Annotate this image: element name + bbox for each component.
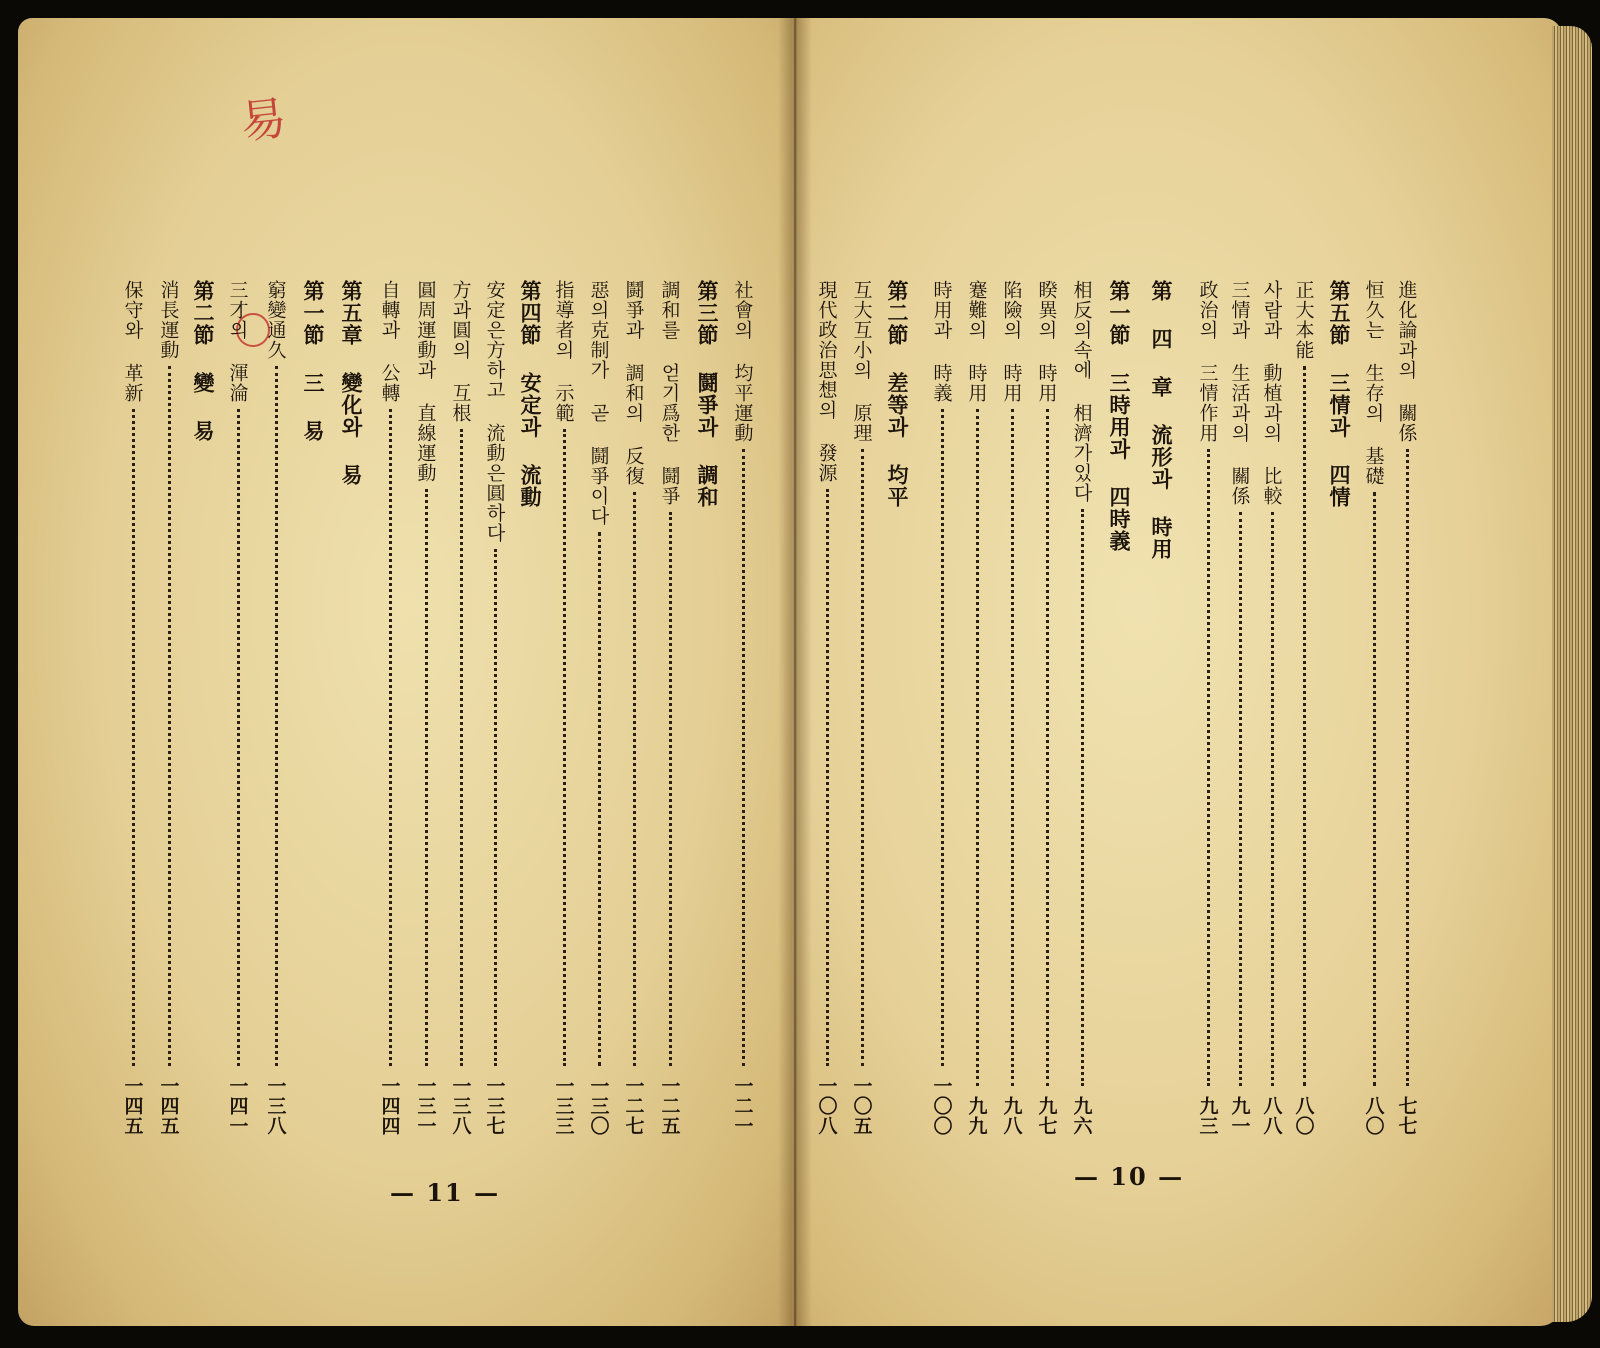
toc-page-number: 九一 xyxy=(1228,1096,1251,1136)
dot-leader xyxy=(275,366,278,1066)
toc-entry xyxy=(154,280,184,1136)
toc-page-number: 九三 xyxy=(1196,1096,1219,1136)
toc-entry-text: 窮變通久 xyxy=(264,280,287,360)
toc-entry-text: 保守와 革新 xyxy=(121,280,144,403)
dot-leader xyxy=(132,409,135,1066)
dot-leader xyxy=(1373,492,1376,1086)
dot-leader xyxy=(460,429,463,1066)
toc-page-number: 七七 xyxy=(1395,1096,1418,1136)
toc-page-number: 九七 xyxy=(1035,1096,1058,1136)
toc-heading-text: 第四節 安定과 流動 xyxy=(518,280,543,508)
dot-leader xyxy=(1406,449,1409,1086)
toc-entry xyxy=(728,280,758,1136)
page-edges xyxy=(1552,26,1592,1322)
toc-entry-text: 三情과 生活과의 關係 xyxy=(1228,280,1251,506)
toc-entry-text: 陷險의 時用 xyxy=(1000,280,1023,403)
dot-leader xyxy=(1303,366,1306,1086)
toc-page-number: 一三〇 xyxy=(587,1076,610,1136)
toc-page-number: 一三一 xyxy=(414,1076,437,1136)
book-gutter xyxy=(778,18,812,1326)
dot-leader xyxy=(976,409,979,1086)
toc-page-number: 一四五 xyxy=(121,1076,144,1136)
dot-leader xyxy=(669,512,672,1066)
toc-heading xyxy=(298,280,328,1136)
toc-page-number: 一三八 xyxy=(264,1076,287,1136)
page-number: — 11 — xyxy=(390,1178,501,1207)
toc-page-number: 一〇五 xyxy=(850,1076,873,1136)
dot-leader xyxy=(861,449,864,1066)
toc-heading xyxy=(1324,280,1354,1136)
toc-entry-text: 恒久는 生存의 基礎 xyxy=(1362,280,1385,486)
toc-entry xyxy=(1289,280,1319,1136)
dot-leader xyxy=(425,489,428,1066)
toc-heading xyxy=(1104,280,1134,1136)
toc-entry xyxy=(584,280,614,1136)
toc-entry xyxy=(997,280,1027,1136)
toc-entry xyxy=(223,280,253,1136)
toc-entry xyxy=(812,280,842,1136)
toc-entry xyxy=(1257,280,1287,1136)
toc-entry-text: 圓周運動과 直線運動 xyxy=(414,280,437,483)
toc-entry-text: 時用과 時義 xyxy=(930,280,953,403)
toc-page-number: 九九 xyxy=(965,1096,988,1136)
dot-leader xyxy=(1271,512,1274,1086)
right-page xyxy=(792,18,1562,1326)
page-number: — 10 — xyxy=(1074,1162,1185,1191)
dot-leader xyxy=(1081,509,1084,1086)
toc-entry xyxy=(847,280,877,1136)
dot-leader xyxy=(168,366,171,1066)
toc-page-number: 一〇〇 xyxy=(930,1076,953,1136)
dot-leader xyxy=(1046,409,1049,1086)
toc-entry-text: 調和를 얻기爲한 鬪爭 xyxy=(658,280,681,506)
toc-heading xyxy=(336,280,366,1136)
toc-page-number: 九八 xyxy=(1000,1096,1023,1136)
dot-leader xyxy=(237,409,240,1066)
toc-entry-text: 正大本能 xyxy=(1292,280,1315,360)
toc-heading xyxy=(188,280,218,1136)
toc-heading xyxy=(692,280,722,1136)
toc-entry xyxy=(411,280,441,1136)
toc-page-number: 一二五 xyxy=(658,1076,681,1136)
toc-entry-text: 方과圓의 互根 xyxy=(449,280,472,423)
toc-heading xyxy=(882,280,912,1136)
toc-heading-text: 第 四 章 流形과 時用 xyxy=(1149,280,1174,560)
toc-entry-text: 惡의克制가 곧 鬪爭이다 xyxy=(587,280,610,526)
dot-leader xyxy=(389,409,392,1066)
toc-entry-text: 相反의속에 相濟가있다 xyxy=(1070,280,1093,503)
toc-entry xyxy=(1392,280,1422,1136)
toc-entry xyxy=(480,280,510,1136)
toc-entry xyxy=(261,280,291,1136)
toc-page-number: 一三八 xyxy=(449,1076,472,1136)
toc-entry-text: 進化論과의 關係 xyxy=(1395,280,1418,443)
toc-entry-text: 指導者의 示範 xyxy=(552,280,575,423)
toc-entry-text: 消長運動 xyxy=(157,280,180,360)
toc-entry-text: 自轉과 公轉 xyxy=(378,280,401,403)
toc-entry-text: 社會의 均平運動 xyxy=(731,280,754,443)
toc-heading-text: 第五章 變化와 易 xyxy=(339,280,364,486)
toc-entry xyxy=(655,280,685,1136)
toc-heading xyxy=(1146,280,1176,1136)
toc-page-number: 一四四 xyxy=(378,1076,401,1136)
toc-heading-text: 第五節 三情과 四情 xyxy=(1327,280,1352,508)
toc-heading-text: 第二節 差等과 均平 xyxy=(885,280,910,508)
dot-leader xyxy=(598,532,601,1066)
toc-page-number: 一四五 xyxy=(157,1076,180,1136)
toc-entry xyxy=(375,280,405,1136)
toc-entry xyxy=(1225,280,1255,1136)
toc-page-number: 九六 xyxy=(1070,1096,1093,1136)
dot-leader xyxy=(1011,409,1014,1086)
toc-heading xyxy=(515,280,545,1136)
dot-leader xyxy=(494,549,497,1066)
toc-page-number: 一四一 xyxy=(226,1076,249,1136)
toc-entry-text: 政治의 三情作用 xyxy=(1196,280,1219,443)
toc-entry xyxy=(446,280,476,1136)
toc-page-number: 一〇八 xyxy=(815,1076,838,1136)
dot-leader xyxy=(563,429,566,1066)
red-annotation: 易 xyxy=(237,90,290,150)
toc-entry xyxy=(927,280,957,1136)
toc-entry-text: 睽異의 時用 xyxy=(1035,280,1058,403)
left-page xyxy=(18,18,798,1326)
dot-leader xyxy=(1239,512,1242,1086)
toc-entry-text: 互大互小의 原理 xyxy=(850,280,873,443)
toc-entry xyxy=(1193,280,1223,1136)
toc-heading-text: 第一節 三 易 xyxy=(301,280,326,442)
toc-entry xyxy=(1359,280,1389,1136)
toc-heading-text: 第一節 三時用과 四時義 xyxy=(1107,280,1132,552)
toc-entry-text: 現代政治思想의 發源 xyxy=(815,280,838,483)
toc-entry-text: 蹇難의 時用 xyxy=(965,280,988,403)
toc-page-number: 一二一 xyxy=(731,1076,754,1136)
toc-page-number: 八〇 xyxy=(1292,1096,1315,1136)
toc-page-number: 一二七 xyxy=(622,1076,645,1136)
toc-page-number: 一三三 xyxy=(552,1076,575,1136)
toc-entry-text: 安定은方하고 流動은圓하다 xyxy=(483,280,506,543)
toc-entry xyxy=(549,280,579,1136)
toc-page-number: 八八 xyxy=(1260,1096,1283,1136)
toc-page-number: 八〇 xyxy=(1362,1096,1385,1136)
dot-leader xyxy=(633,492,636,1066)
dot-leader xyxy=(1207,449,1210,1086)
toc-entry xyxy=(1067,280,1097,1136)
dot-leader xyxy=(941,409,944,1066)
toc-entry xyxy=(118,280,148,1136)
toc-entry-text: 鬪爭과 調和의 反復 xyxy=(622,280,645,486)
toc-entry xyxy=(1032,280,1062,1136)
toc-heading-text: 第二節 變 易 xyxy=(191,280,216,442)
toc-heading-text: 第三節 鬪爭과 調和 xyxy=(695,280,720,508)
toc-entry xyxy=(962,280,992,1136)
toc-page-number: 一三七 xyxy=(483,1076,506,1136)
dot-leader xyxy=(742,449,745,1066)
toc-entry xyxy=(619,280,649,1136)
toc-entry-text: 사람과 動植과의 比較 xyxy=(1260,280,1283,506)
toc-entry-text: 三才의 渾淪 xyxy=(226,280,249,403)
dot-leader xyxy=(826,489,829,1066)
